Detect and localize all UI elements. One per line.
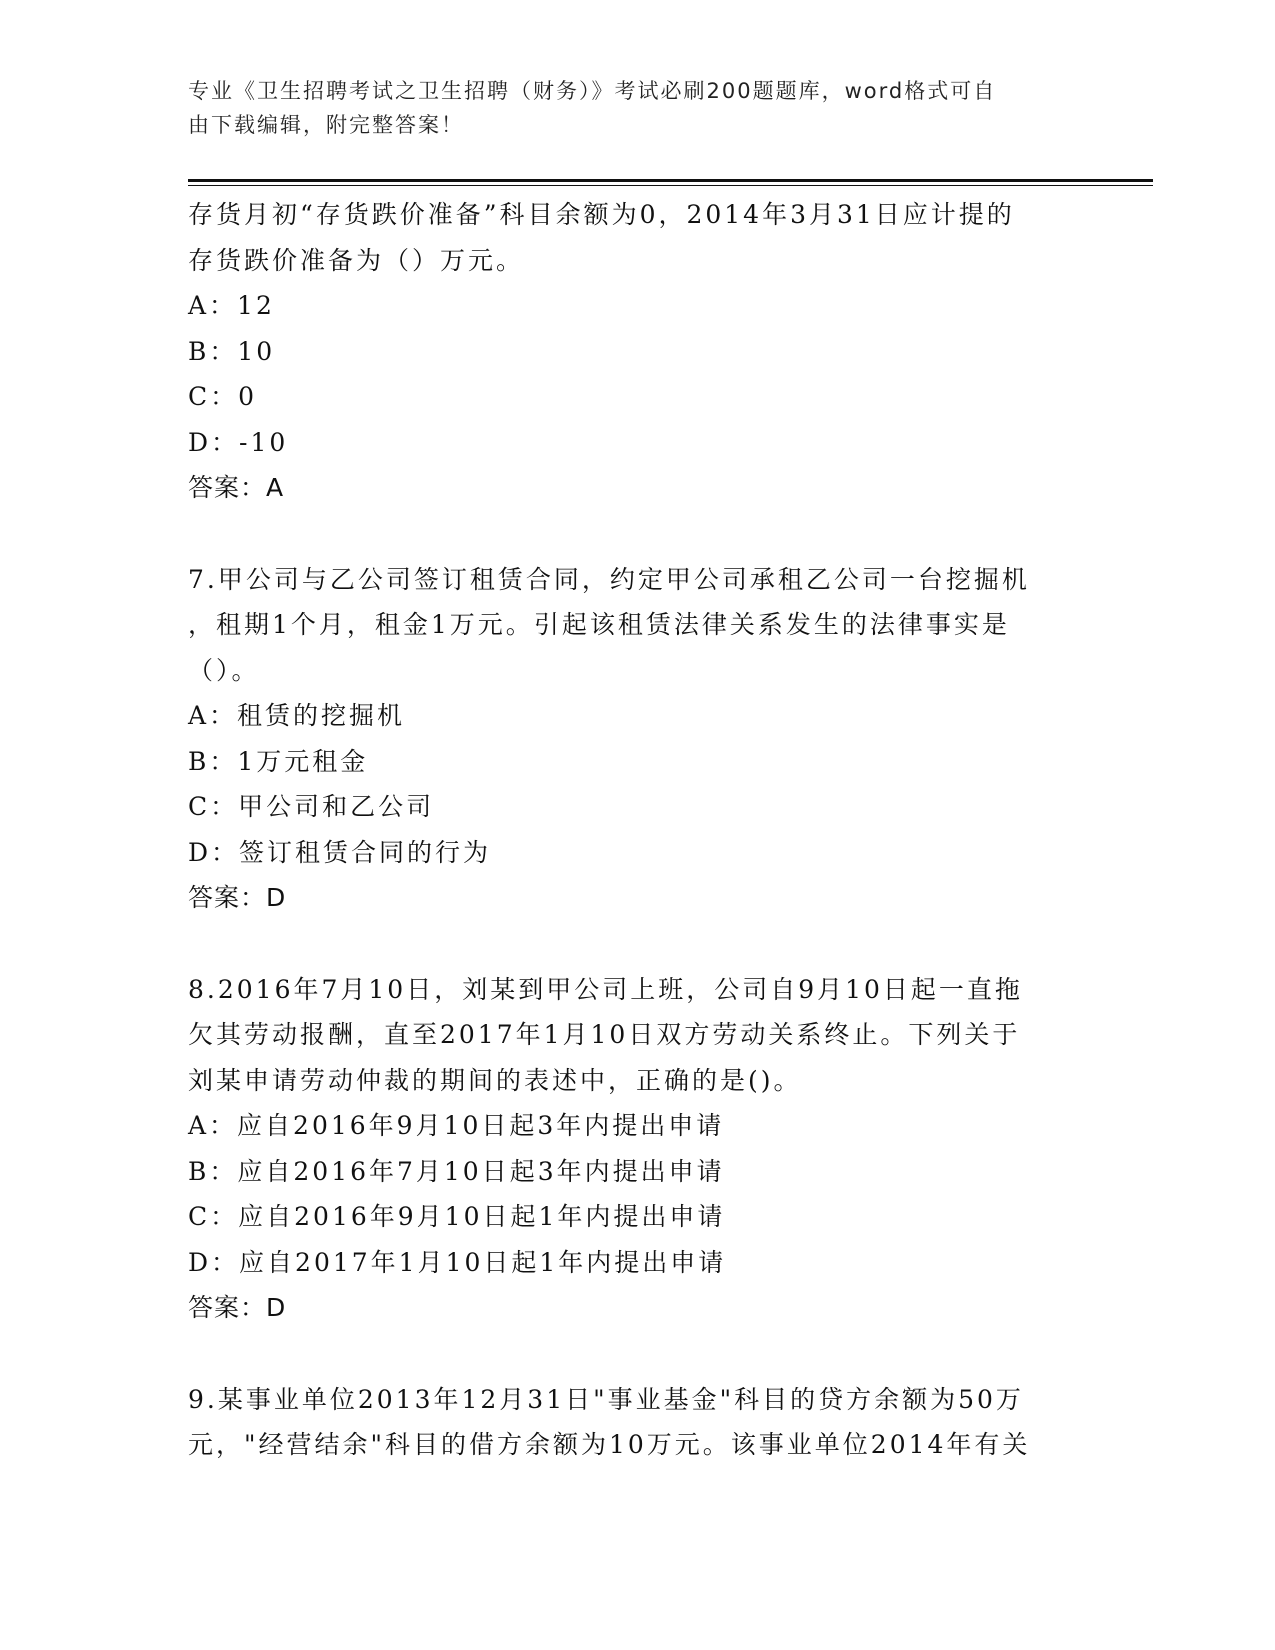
option-b: B：1万元租金: [188, 746, 369, 776]
document-header: [188, 74, 1068, 142]
option-a: A：应自2016年9月10日起3年内提出申请: [188, 1111, 725, 1140]
option-b: B：10: [188, 336, 276, 366]
answer-label: 答案：D: [188, 1293, 287, 1322]
spacer: [188, 921, 1088, 967]
option-a: A：租赁的挖掘机: [188, 701, 406, 730]
question-block: [188, 557, 1088, 921]
question-stem-line: 存货月初“存货跌价准备”科目余额为0，2014年3月31日应计提的: [188, 200, 1015, 229]
option-c: C：甲公司和乙公司: [188, 792, 435, 821]
option-a: A：12: [188, 291, 275, 320]
question-stem-line: （）。: [188, 655, 260, 685]
question-list: [188, 192, 1088, 1468]
option-d: D：-10: [188, 427, 289, 457]
header-rule-thin: [188, 185, 1153, 186]
question-block: [188, 967, 1088, 1331]
question-stem-line: 9.某事业单位2013年12月31日"事业基金"科目的贷方余额为50万: [188, 1384, 1024, 1414]
header-rule-thick: [188, 179, 1153, 182]
question-stem-line: 元，"经营结余"科目的借方余额为10万元。该事业单位2014年有关: [188, 1430, 1031, 1459]
spacer: [188, 1331, 1088, 1377]
spacer: [188, 511, 1088, 557]
option-d: D：签订租赁合同的行为: [188, 837, 492, 867]
question-stem-line: ，租期1个月，租金1万元。引起该租赁法律关系发生的法律事实是: [188, 610, 1010, 639]
header-line-1: 专业《卫生招聘考试之卫生招聘（财务）》考试必刷200题题库，word格式可自: [188, 79, 997, 103]
question-stem-line: 刘某申请劳动仲裁的期间的表述中，正确的是()。: [188, 1065, 802, 1095]
question-stem-line: 7.甲公司与乙公司签订租赁合同，约定甲公司承租乙公司一台挖掘机: [188, 564, 1030, 594]
option-c: C：应自2016年9月10日起1年内提出申请: [188, 1202, 726, 1231]
answer-label: 答案：D: [188, 883, 287, 912]
header-line-2: 由下载编辑，附完整答案！: [188, 113, 464, 137]
question-stem-line: 8.2016年7月10日，刘某到甲公司上班，公司自9月10日起一直拖: [188, 974, 1023, 1004]
question-block: [188, 192, 1088, 511]
option-b: B：应自2016年7月10日起3年内提出申请: [188, 1156, 725, 1186]
option-d: D：应自2017年1月10日起1年内提出申请: [188, 1247, 727, 1277]
answer-label: 答案：A: [188, 473, 285, 502]
option-c: C：0: [188, 382, 258, 411]
question-block: [188, 1377, 1088, 1468]
question-stem-line: 存货跌价准备为（）万元。: [188, 245, 525, 275]
question-stem-line: 欠其劳动报酬，直至2017年1月10日双方劳动关系终止。下列关于: [188, 1020, 1021, 1049]
